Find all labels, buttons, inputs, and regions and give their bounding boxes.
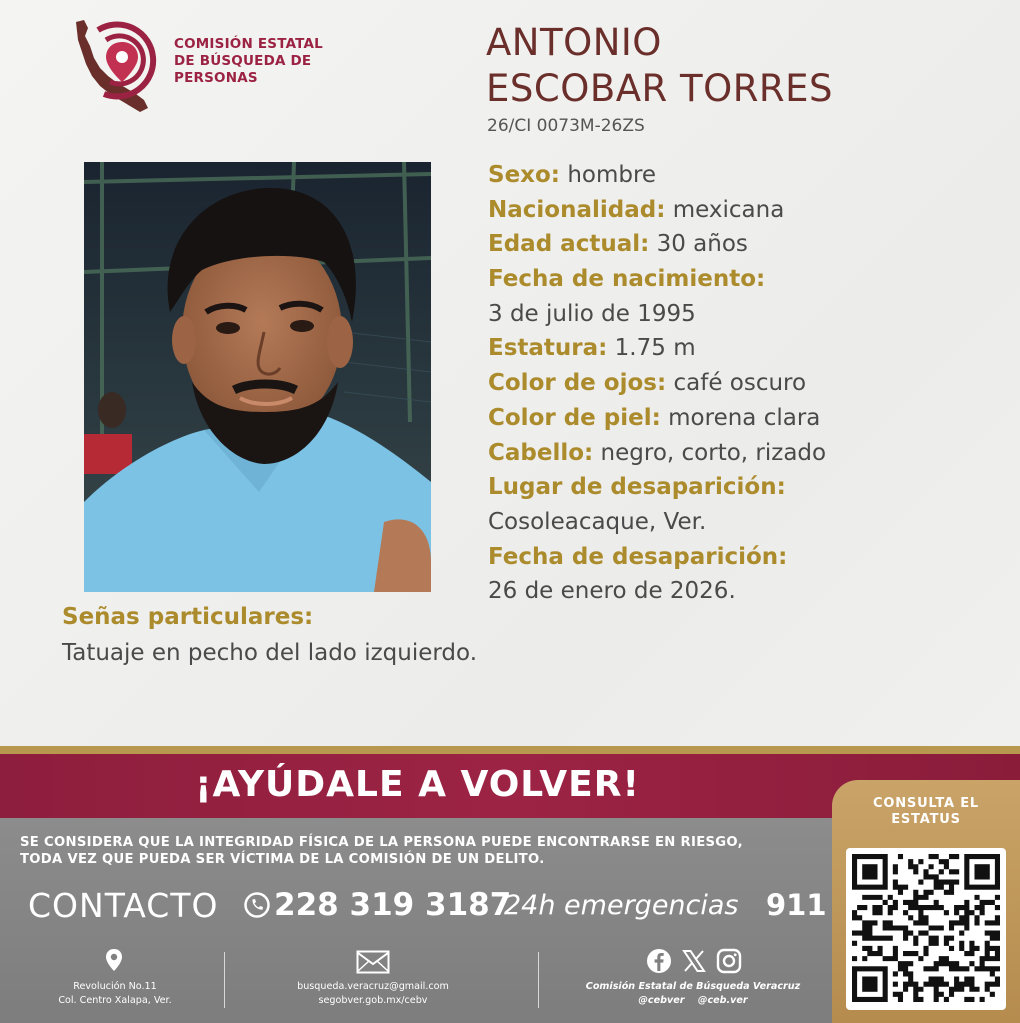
risk-warning-line1: SE CONSIDERA QUE LA INTEGRIDAD FÍSICA DE LA PERSONA PUEDE ENCONTRARSE EN RIESGO, (20, 835, 743, 850)
facebook-icon[interactable] (646, 948, 672, 974)
social-handle-instagram[interactable]: @ceb.ver (697, 995, 748, 1006)
person-name (486, 20, 833, 112)
qr-title-line2: ESTATUS (891, 812, 961, 827)
org-name (174, 36, 323, 87)
detail-nacionalidad: Nacionalidad: mexicana (488, 196, 785, 223)
detail-cabello: Cabello: negro, corto, rizado (488, 439, 827, 466)
help-banner-title: ¡AYÚDALE A VOLVER! (195, 764, 640, 805)
mail-icon (356, 950, 390, 974)
emergency-number[interactable]: 911 (766, 888, 827, 922)
detail-nacimiento-value: 3 de julio de 1995 (488, 300, 696, 327)
senas-value: Tatuaje en pecho del lado izquierdo. (62, 640, 477, 666)
risk-warning (20, 834, 743, 868)
qr-title-line1: CONSULTA EL (873, 796, 979, 811)
phone-icon (244, 892, 270, 918)
detail-sexo: Sexo: hombre (488, 162, 657, 188)
gold-divider (0, 746, 1020, 754)
detail-lugar-value: Cosoleacaque, Ver. (488, 508, 707, 535)
detail-nacimiento-label: Fecha de nacimiento: (488, 266, 766, 293)
person-last-names: ESCOBAR TORRES (486, 67, 833, 110)
senas-label: Señas particulares: (62, 604, 314, 630)
person-photo (84, 162, 431, 592)
x-twitter-icon[interactable] (682, 950, 706, 972)
address-line1: Revolución No.11 (73, 981, 157, 992)
contact-label: CONTACTO (28, 886, 219, 925)
person-first-name: ANTONIO (486, 21, 662, 64)
detail-fecha-value: 26 de enero de 2026. (488, 578, 736, 605)
qr-title (832, 796, 1020, 828)
detail-fecha-label: Fecha de desaparición: (488, 543, 788, 570)
org-name-line1: COMISIÓN ESTATAL (174, 36, 323, 52)
veracruz-map-location-pin-icon (70, 16, 170, 116)
case-folio: 26/CI 0073M-26ZS (487, 116, 645, 136)
footer-web-link[interactable]: segobver.gob.mx/cebv (318, 995, 428, 1006)
person-details (488, 158, 1008, 609)
footer-email-link[interactable]: busqueda.veracruz@gmail.com (297, 981, 449, 992)
address-line2: Col. Centro Xalapa, Ver. (58, 995, 172, 1006)
footer-separator (538, 952, 539, 1008)
footer-address (30, 980, 200, 1008)
social-handle-facebook[interactable]: @cebver (638, 995, 685, 1006)
footer-separator (224, 952, 225, 1008)
org-logo (70, 16, 360, 116)
footer-contact-web (258, 980, 488, 1008)
detail-piel: Color de piel: morena clara (488, 404, 821, 431)
qr-code[interactable] (846, 848, 1006, 1010)
instagram-icon[interactable] (716, 948, 742, 974)
detail-ojos: Color de ojos: café oscuro (488, 370, 807, 397)
social-name: Comisión Estatal de Búsqueda Veracruz (585, 981, 801, 992)
contact-phone-link[interactable]: 228 319 3187 (274, 887, 512, 923)
qr-code-icon (852, 854, 1000, 1004)
risk-warning-line2: TODA VEZ QUE PUEDA SER VÍCTIMA DE LA COMISIÓN DE UN DELITO. (20, 852, 545, 867)
detail-estatura: Estatura: 1.75 m (488, 335, 696, 362)
emergency-text: 24h emergencias (504, 890, 739, 921)
org-name-line2: DE BÚSQUEDA DE (174, 53, 312, 69)
location-pin-icon (104, 948, 124, 972)
org-name-line3: PERSONAS (174, 70, 258, 86)
footer-social (564, 980, 822, 1008)
detail-edad: Edad actual: 30 años (488, 231, 748, 258)
detail-lugar-label: Lugar de desaparición: (488, 474, 786, 501)
